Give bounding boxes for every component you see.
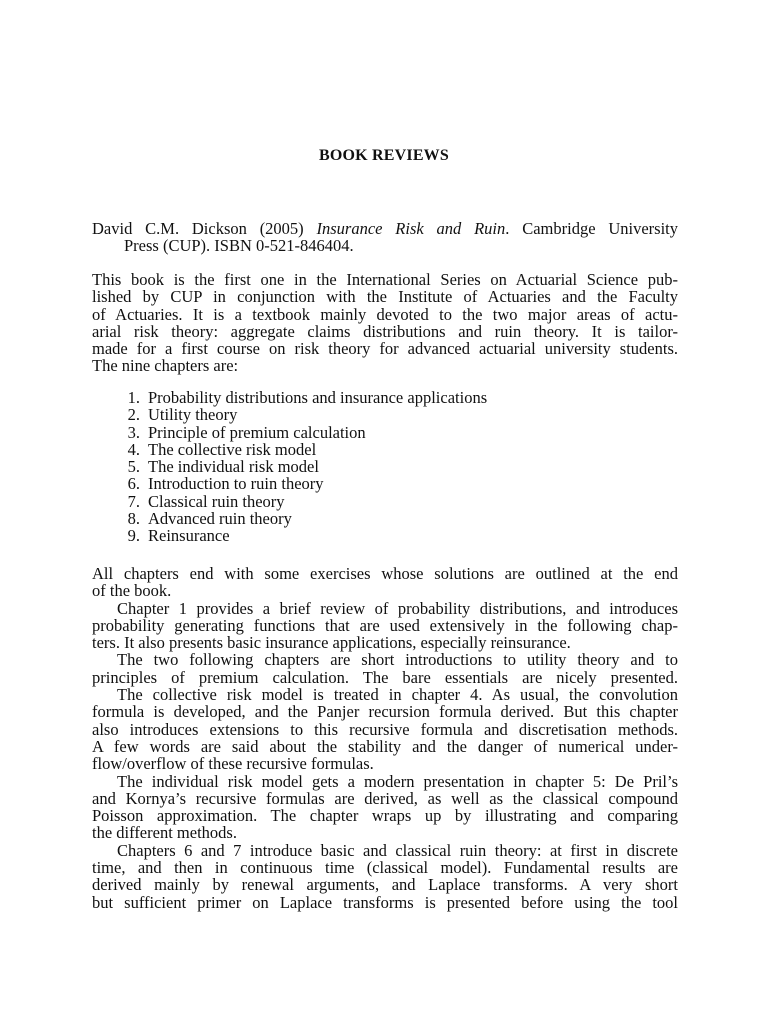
list-item [117, 441, 487, 458]
citation-author-year: David C.M. Dickson (2005) [92, 219, 317, 238]
body-line: The individual risk model gets a modern presentation in chapter 5: De Pril’s [117, 771, 678, 791]
list-item [117, 527, 487, 544]
chapter-number: 8. [127, 509, 140, 529]
list-item [117, 458, 487, 475]
body-line: A few words are said about the stability and the danger of numerical under- [92, 736, 678, 756]
body-line: Chapter 1 provides a brief review of probability distributions, and introduces [117, 598, 678, 618]
body-line: All chapters end with some exercises whose solutions are outlined at the end [92, 564, 678, 583]
chapter-title: Advanced ruin theory [148, 509, 292, 529]
chapter-number: 1. [127, 388, 140, 407]
chapter-title: Probability distributions and insurance applications [148, 388, 488, 407]
list-item [117, 406, 487, 423]
chapter-number: 7. [127, 491, 140, 511]
body-line: probability generating functions that are used extensively in the following chap- [92, 615, 678, 635]
list-item [117, 510, 487, 527]
book-title: Insurance Risk and Ruin [316, 219, 506, 238]
list-item [117, 389, 487, 406]
body-line: The two following chapters are short introductions to utility theory and to [117, 650, 678, 670]
list-item [117, 493, 487, 510]
intro-paragraph [92, 271, 678, 375]
chapter-number: 3. [127, 422, 140, 442]
intro-line: This book is the first one in the International Series on Actuarial Science pub- [92, 270, 678, 289]
chapter-number: 6. [127, 474, 140, 494]
chapter-title: Principle of premium calculation [148, 422, 366, 442]
chapter-title: Reinsurance [148, 526, 230, 546]
body-line: also introduces extensions to this recursive formula and discretisation methods. [92, 719, 678, 739]
chapter-list [117, 389, 487, 545]
intro-line: The nine chapters are: [92, 356, 239, 376]
body-line: flow/overflow of these recursive formulas. [92, 754, 374, 774]
chapter-title: Utility theory [148, 405, 238, 425]
body-line: the different methods. [92, 823, 237, 843]
chapter-title: The individual risk model [148, 457, 319, 477]
chapter-number: 9. [127, 526, 140, 546]
list-item [117, 424, 487, 441]
body-line: ters. It also presents basic insurance applications, especially reinsurance. [92, 633, 571, 653]
chapter-title: Introduction to ruin theory [148, 474, 324, 494]
intro-line: arial risk theory: aggregate claims distributions and ruin theory. It is tailor- [92, 321, 678, 341]
list-item [117, 475, 487, 492]
citation-line-1 [92, 220, 678, 237]
citation-line-2: Press (CUP). ISBN 0-521-846404. [124, 236, 354, 256]
body-line: derived mainly by renewal arguments, and Laplace transforms. A very short [92, 875, 678, 895]
section-heading: BOOK REVIEWS [319, 147, 449, 164]
chapter-title: Classical ruin theory [148, 491, 285, 511]
body-line: Chapters 6 and 7 introduce basic and classical ruin theory: at first in discrete [117, 840, 678, 860]
body-line: principles of premium calculation. The bare essentials are nicely presented. [92, 667, 678, 687]
intro-line: lished by CUP in conjunction with the Institute of Actuaries and the Faculty [92, 287, 678, 307]
body-line: Poisson approximation. The chapter wraps up by illustrating and comparing [92, 806, 678, 826]
body-line: formula is developed, and the Panjer recursion formula derived. But this chapter [92, 702, 678, 722]
citation [92, 220, 678, 255]
chapter-number: 4. [127, 439, 140, 459]
chapter-number: 2. [127, 405, 140, 425]
citation-publisher: . Cambridge University [505, 219, 678, 238]
body-line: time, and then in continuous time (classical model). Fundamental results are [92, 858, 678, 878]
body-line: and Kornya’s recursive formulas are derived, as well as the classical compound [92, 788, 678, 808]
intro-line: of Actuaries. It is a textbook mainly devoted to the two major areas of actu- [92, 304, 678, 324]
review-body [92, 565, 678, 911]
body-line: but sufficient primer on Laplace transforms is presented before using the tool [92, 892, 678, 912]
body-line: of the book. [92, 581, 172, 601]
intro-line: made for a first course on risk theory for advanced actuarial university students. [92, 339, 678, 359]
chapter-title: The collective risk model [148, 439, 317, 459]
body-line: The collective risk model is treated in chapter 4. As usual, the convolution [117, 685, 678, 705]
chapter-number: 5. [127, 457, 140, 477]
